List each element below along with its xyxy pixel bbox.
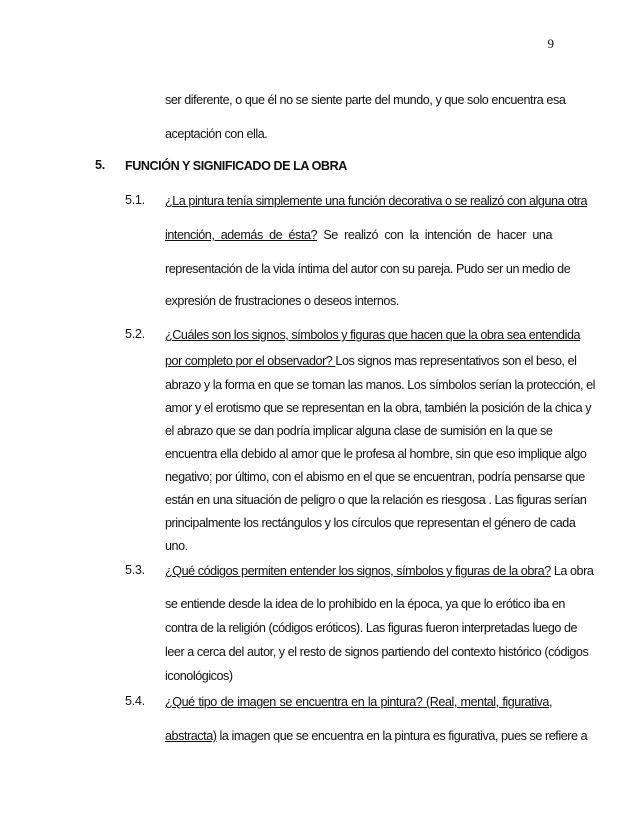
paragraph-line: el abrazo que se dan podría implicar alguna clase de sumisión en la que se: [165, 424, 553, 438]
paragraph-line: aceptación con ella.: [165, 127, 268, 141]
answer-text: La obra: [550, 564, 594, 578]
question-line: ¿Qué tipo de imagen se encuentra en la pintura? (Real, mental, figurativa,: [165, 695, 552, 709]
paragraph-line: contra de la religión (códigos eróticos). Las figuras fueron interpretadas luego de: [165, 621, 578, 635]
paragraph-line: están en una situación de peligro o que la relación es riesgosa . Las figuras serían: [165, 493, 587, 507]
paragraph-line: [165, 563, 594, 579]
answer-text: Se realizó con la intención de hacer una: [317, 228, 552, 242]
answer-text: la imagen que se encuentra en la pintura es figurativa, pues se refiere a: [216, 729, 588, 743]
item-number: 5.1.: [125, 193, 145, 207]
paragraph-line: leer a cerca del autor, y el resto de signos partiendo del contexto histórico (códigos: [165, 645, 589, 659]
question-text: intención, además de ésta?: [165, 228, 318, 242]
paragraph-line: representación de la vida íntima del autor con su pareja. Pudo ser un medio de: [165, 262, 571, 276]
paragraph-line: amor y el erotismo que se representan en la obra, también la posición de la chica y: [165, 401, 592, 415]
paragraph-line: encuentra ella debido al amor que le profesa al hombre, sin que eso implique algo: [165, 447, 587, 461]
section-title: FUNCIÓN Y SIGNIFICADO DE LA OBRA: [125, 159, 347, 173]
paragraph-line: ser diferente, o que él no se siente parte del mundo, y que solo encuentra esa: [165, 93, 566, 107]
paragraph-line: negativo; por último, con el abismo en el que se encuentran, podría pensarse que: [165, 470, 585, 484]
question-line: ¿Cuáles son los signos, símbolos y figuras que hacen que la obra sea entendida: [165, 328, 581, 342]
paragraph-line: uno.: [165, 539, 188, 553]
paragraph-line: abrazo y la forma en que se toman las manos. Los símbolos serían la protección, el: [165, 378, 596, 392]
question-line: ¿La pintura tenía simplemente una función decorativa o se realizó con alguna otra: [165, 194, 588, 208]
question-text: ¿Qué códigos permiten entender los signos, símbolos y figuras de la obra?: [165, 564, 551, 578]
paragraph-line: [165, 728, 588, 744]
paragraph-line: [165, 353, 577, 369]
paragraph-line: [165, 227, 552, 243]
page-number: 9: [547, 36, 554, 51]
paragraph-line: se entiende desde la idea de lo prohibido en la época, ya que lo erótico iba en: [165, 597, 565, 611]
paragraph-line: iconológicos): [165, 669, 233, 683]
paragraph-line: principalmente los rectángulos y los círculos que representan el género de cada: [165, 516, 576, 530]
item-number: 5.3.: [125, 563, 145, 577]
item-number: 5.2.: [125, 327, 145, 341]
question-text: abstracta): [165, 729, 217, 743]
item-number: 5.4.: [125, 694, 145, 708]
answer-text: Los signos mas representativos son el beso, el: [335, 354, 577, 368]
paragraph-line: expresión de frustraciones o deseos internos.: [165, 294, 399, 308]
section-number: 5.: [95, 158, 105, 172]
question-text: por completo por el observador?: [165, 354, 336, 368]
